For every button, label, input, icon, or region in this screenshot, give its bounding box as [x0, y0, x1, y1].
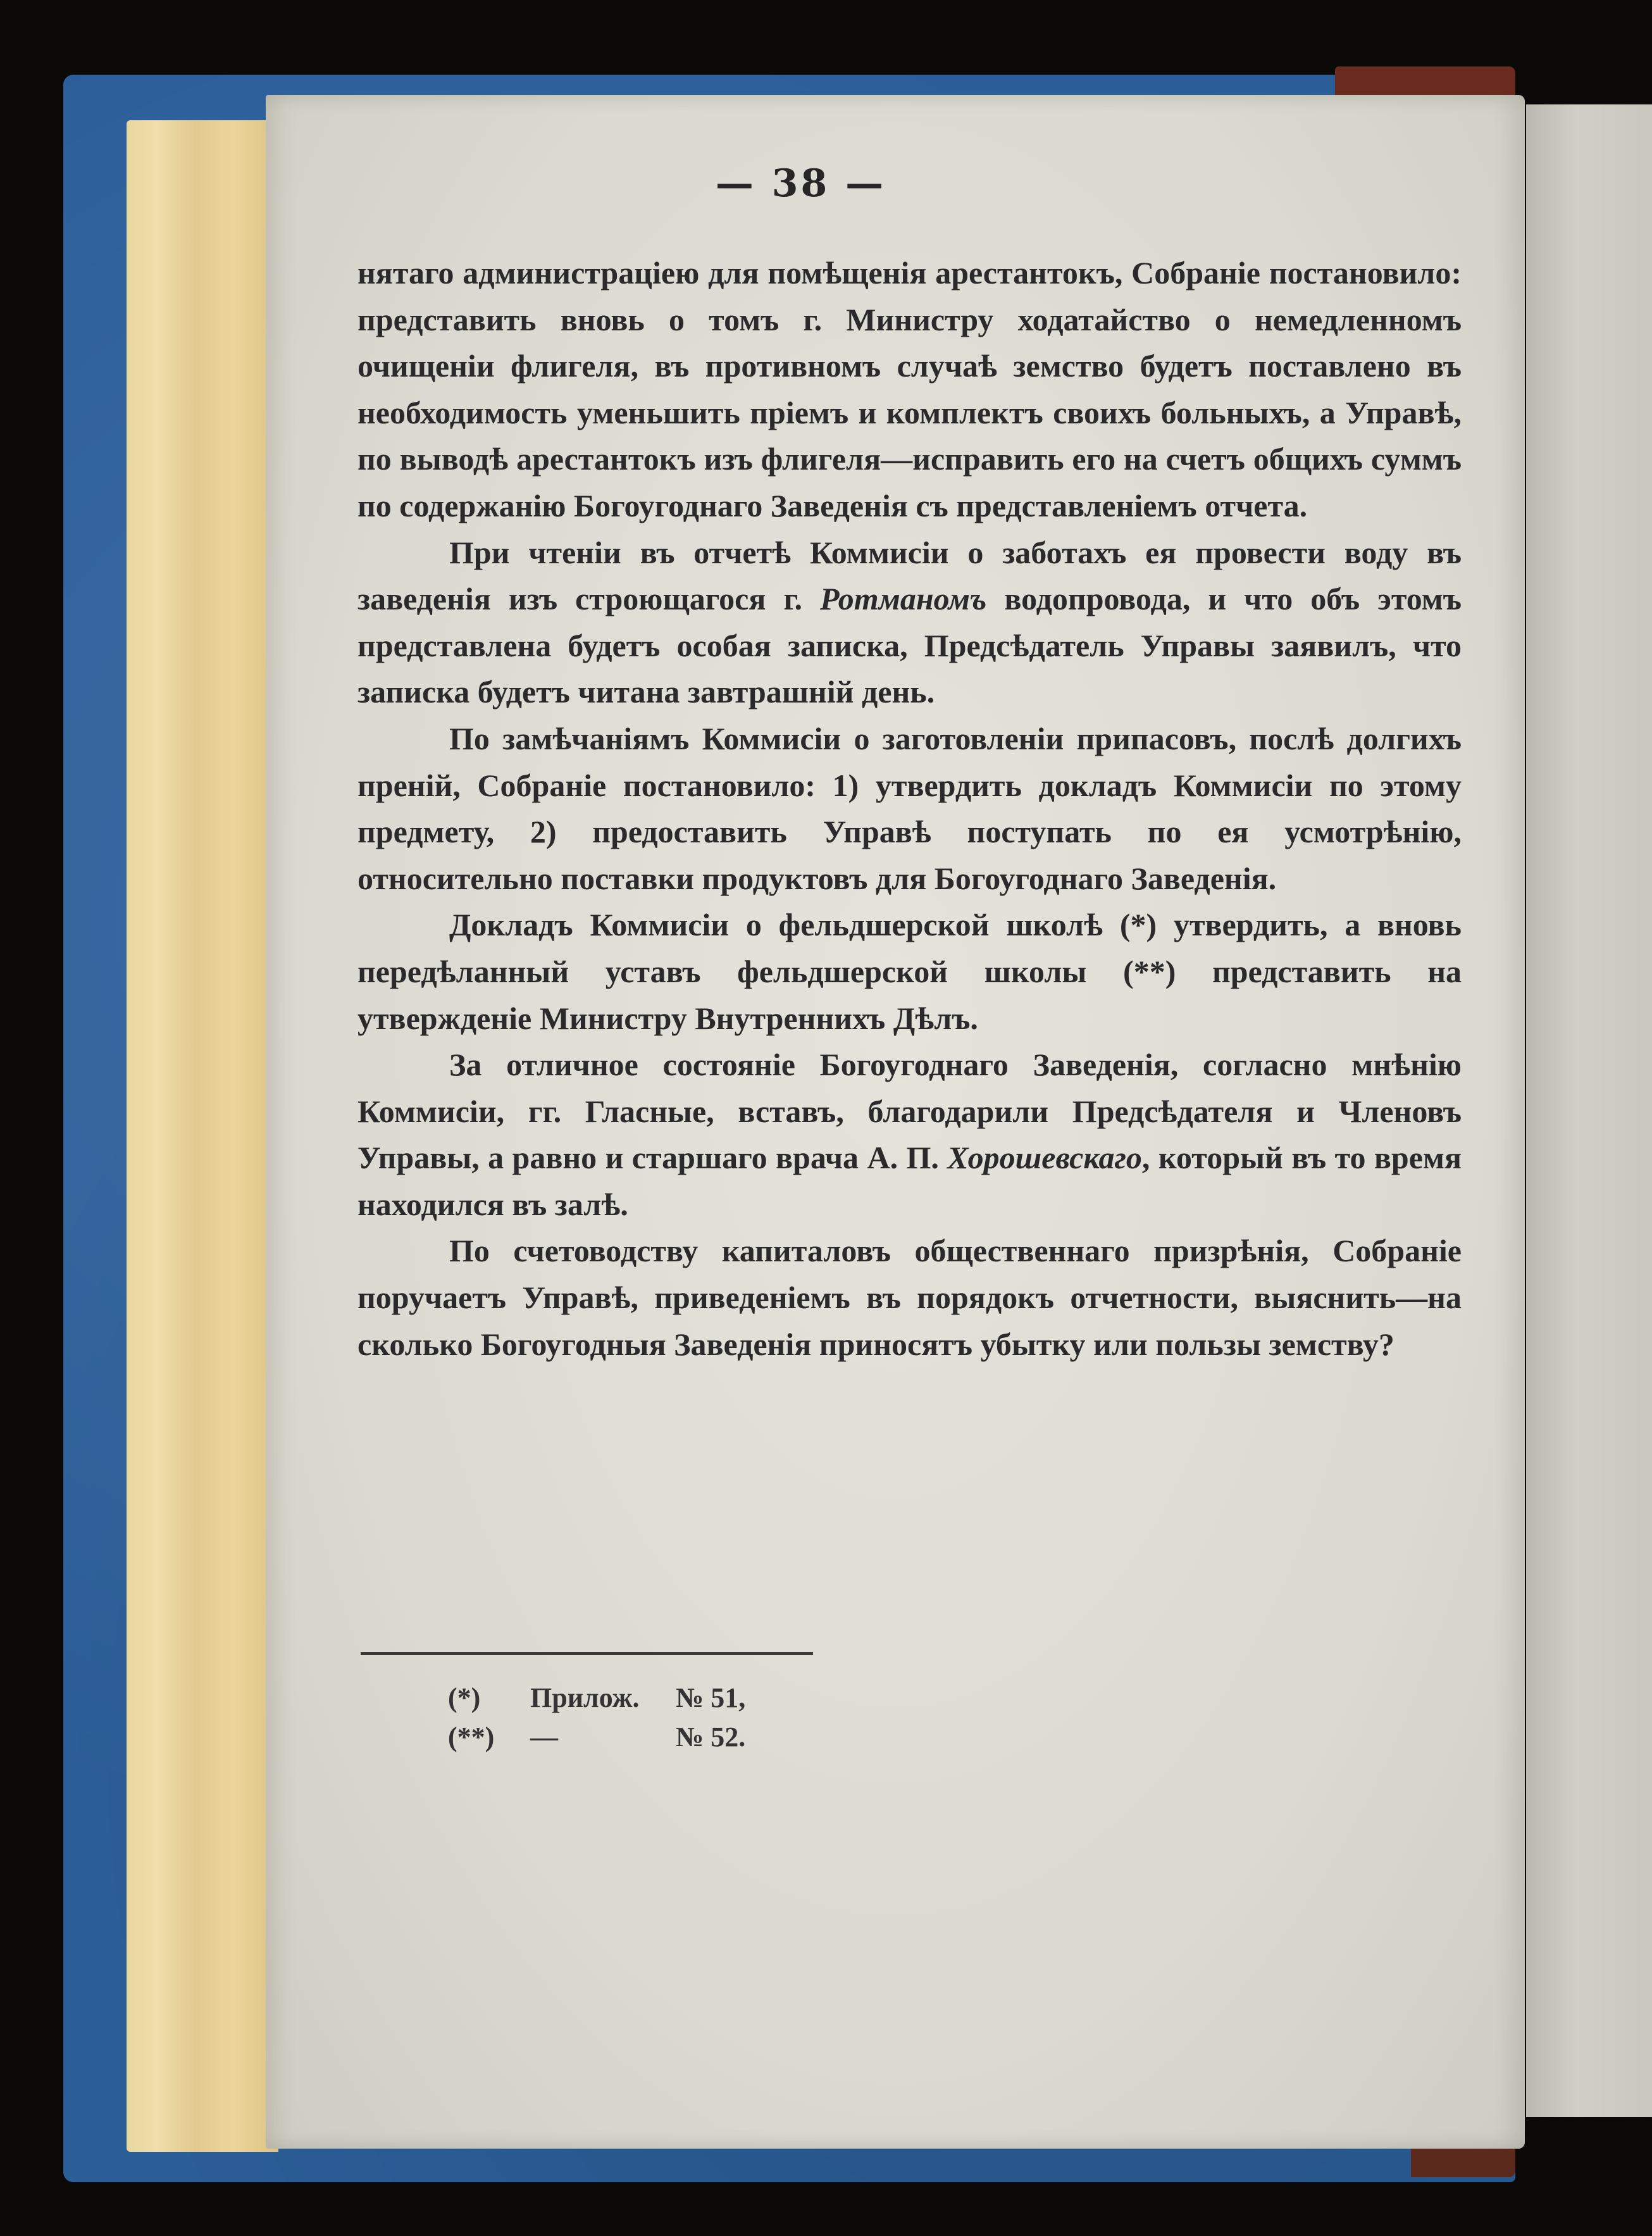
footnote-1 [448, 1678, 745, 1718]
footnote-mark: (**) [448, 1721, 495, 1752]
page-body [357, 250, 1462, 1368]
paragraph-5 [357, 1042, 1462, 1228]
footnote-source: — [530, 1721, 558, 1752]
paragraph-2 [357, 530, 1462, 716]
footnote-number: № 51, [676, 1682, 746, 1713]
adjacent-page [1526, 104, 1652, 2117]
page-number: — 38 — [715, 161, 886, 206]
person-name-khoroshevsky: Хорошевскаго [947, 1140, 1142, 1176]
paragraph-5-text-a: За отличное состояніе Богоугоднаго Заведенія, согласно мнѣнію Коммисіи, гг. Гласные, вставъ, благодарили Предсѣдателя и Членовъ Управы, а равно и старшаго врача А. П. [357, 1047, 1462, 1176]
paragraph-2-text-b: водопровода, и что объ этомъ представлена будетъ особая записка, Предсѣдатель Управы заявилъ, что записка будетъ читана завтрашній день. [357, 581, 1462, 710]
paragraph-5-text-b: , который въ то время находился въ залѣ. [357, 1140, 1462, 1222]
person-name-rotman: Ротманомъ [820, 581, 987, 617]
paragraph-3: По замѣчаніямъ Коммисіи о заготовленіи припасовъ, послѣ долгихъ преній, Собраніе постановило: 1) утвердить докладъ Коммисіи по этому предмету, 2) предоставить Управѣ поступать по ея усмотрѣнію, относительно поставки продуктовъ для Богоугоднаго Заведенія. [357, 720, 1462, 896]
footnote-mark: (*) [448, 1682, 481, 1713]
paragraph-4: Докладъ Коммисіи о фельдшерской школѣ (*) утвердить, а вновь передѣланный уставъ фельдшерской школы (**) представить на утвержденіе Министру Внутреннихъ Дѣлъ. [357, 907, 1462, 1036]
footnote-rule [361, 1652, 813, 1655]
page-edges [127, 120, 278, 2152]
footnote-number: № 52. [676, 1721, 746, 1752]
paragraph-1: нятаго администраціею для помѣщенія арестантокъ, Собраніе постановило: представить вновь о томъ г. Министру ходатайство о немедленномъ очищеніи флигеля, въ противномъ случаѣ земство будетъ поставлено въ необходимость уменьшить пріемъ и комплектъ своихъ больныхъ, а Управѣ, по выводѣ арестантокъ изъ флигеля—исправить его на счетъ общихъ суммъ по содержанію Богоугоднаго Заведенія съ представленіемъ отчета. [357, 255, 1462, 523]
footnotes [448, 1678, 745, 1757]
paragraph-2-text-a: При чтеніи въ отчетѣ Коммисіи о заботахъ ея провести воду въ заведенія изъ строющагося г. [357, 534, 1462, 617]
footnote-source: Прилож. [530, 1682, 640, 1713]
footnote-2 [448, 1718, 745, 1757]
paragraph-6: По счетоводству капиталовъ общественнаго призрѣнія, Собраніе поручаетъ Управѣ, приведеніемъ въ порядокъ отчетности, выяснить—на сколько Богоугодныя Заведенія приносятъ убытку или пользы земству? [357, 1233, 1462, 1362]
